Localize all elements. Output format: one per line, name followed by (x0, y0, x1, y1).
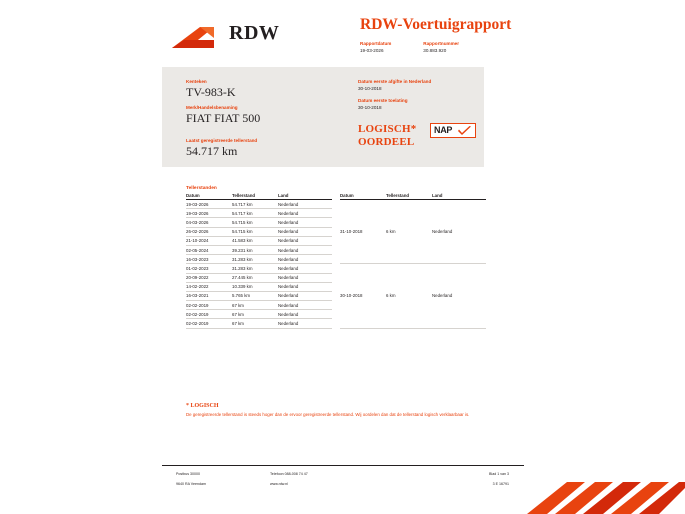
table-cell: 31.283 km (232, 255, 278, 264)
column-header-tellerstand: Tellerstand (232, 193, 278, 200)
column-header-datum: Datum (186, 193, 232, 200)
page-footer (162, 465, 524, 494)
summary-left-column (186, 78, 356, 130)
table-cell: Nederland (278, 310, 332, 319)
table-cell: Nederland (278, 227, 332, 236)
table-cell: 16-03-2021 (186, 291, 232, 300)
table-cell: 02-02-2019 (186, 319, 232, 328)
table-cell: 04-03-2026 (186, 218, 232, 227)
table-cell: Nederland (278, 236, 332, 245)
meta-rapportdatum (360, 40, 422, 54)
table-row (186, 236, 332, 245)
table-cell: 67 km (232, 319, 278, 328)
footer-website[interactable]: www.rdw.nl (270, 482, 288, 486)
table-cell: 10.339 km (232, 282, 278, 291)
table-cell: Nederland (278, 255, 332, 264)
column-header-land: Land (432, 193, 486, 200)
meta-label: Rapportdatum (360, 41, 392, 46)
datum-toelating-label: Datum eerste toelating (358, 98, 408, 103)
table-cell: Nederland (432, 264, 486, 328)
meta-value: 30.883.920 (423, 48, 447, 53)
table-cell: 01-02-2023 (186, 264, 232, 273)
table-cell: 30-10-2018 (340, 264, 386, 328)
datum-afgifte-label: Datum eerste afgifte in Nederland (358, 79, 432, 84)
last-odometer-label: Laatst geregistreerde tellerstand (186, 138, 258, 143)
table-row (340, 264, 486, 328)
table-cell: Nederland (432, 200, 486, 264)
table-row (186, 264, 332, 273)
table-cell: 67 km (232, 301, 278, 310)
table-cell: Nederland (278, 200, 332, 209)
table-cell: Nederland (278, 264, 332, 273)
meta-label: Rapportnummer (423, 41, 460, 46)
rdw-corner-graphic-icon (527, 482, 685, 514)
table-row (186, 310, 332, 319)
table-cell: 5.765 km (232, 291, 278, 300)
merk-block (186, 104, 356, 126)
table-cell: Nederland (278, 301, 332, 310)
table-cell: 02-05-2024 (186, 245, 232, 254)
footer-code: 3 E 16791 (492, 482, 509, 486)
rdw-arrow-logo-icon (170, 25, 222, 51)
table-cell: 54.717 km (232, 209, 278, 218)
table-row (340, 200, 486, 264)
table-cell: 54.715 km (232, 227, 278, 236)
table-cell: 16-03-2023 (186, 255, 232, 264)
table-cell: 21-10-2024 (186, 236, 232, 245)
table-cell: 26-02-2026 (186, 227, 232, 236)
judgement-block (358, 123, 416, 148)
last-odometer-value: 54.717 km (186, 144, 238, 158)
table-cell: 6 km (386, 264, 432, 328)
table-cell: 41.583 km (232, 236, 278, 245)
last-odometer-block (186, 137, 356, 160)
table-row (186, 209, 332, 218)
table-cell: Nederland (278, 319, 332, 328)
table-cell: 14-02-2022 (186, 282, 232, 291)
rdw-logo (162, 18, 332, 54)
table-cell: 31-10-2018 (340, 200, 386, 264)
meta-value: 19-03-2026 (360, 48, 384, 53)
check-icon (457, 126, 472, 136)
section-title: Tellerstanden (186, 186, 217, 191)
table-cell: 02-02-2019 (186, 310, 232, 319)
table-cell: 19-03-2026 (186, 200, 232, 209)
table-cell: 39.231 km (232, 245, 278, 254)
odometer-table-right (340, 193, 486, 329)
datum-afgifte-value: 30-10-2018 (358, 86, 382, 91)
merk-value: FIAT FIAT 500 (186, 111, 261, 125)
table-cell: 27.445 km (232, 273, 278, 282)
merk-label: Merk/Handelsbenaming (186, 105, 238, 110)
logisch-footnote (186, 403, 486, 419)
table-row (186, 291, 332, 300)
page-title: RDW-Voertuigrapport (360, 16, 512, 33)
datum-toelating-value: 30-10-2018 (358, 105, 382, 110)
table-row (186, 255, 332, 264)
footer-page-number: Blad 1 van 3 (489, 472, 509, 476)
report-meta (360, 40, 530, 54)
table-cell: 02-02-2019 (186, 301, 232, 310)
brand-name: RDW (229, 22, 280, 44)
table-cell: 54.717 km (232, 200, 278, 209)
column-header-tellerstand: Tellerstand (386, 193, 432, 200)
meta-rapportnummer (423, 40, 459, 54)
judgement-line2: OORDEEL (358, 135, 415, 148)
footer-phone: Telefoon 088-008 74 47 (270, 472, 308, 476)
datum-toelating-block (358, 97, 478, 112)
kenteken-block (186, 78, 356, 100)
table-cell: 31.283 km (232, 264, 278, 273)
footer-address-line2: 9640 RA Veendam (176, 482, 206, 486)
table-cell: Nederland (278, 273, 332, 282)
report-header (162, 8, 524, 60)
datum-afgifte-block (358, 78, 478, 93)
footer-address-line1: Postbus 30000 (176, 472, 200, 476)
nap-badge (430, 123, 476, 138)
footnote-body: De geregistreerde tellerstand is steeds hoger dan de ervoor geregistreerde tellerstand. Wij oordelen dan dat de tellerstand logisch verklaarbaar is. (186, 412, 470, 417)
odometer-section (186, 186, 496, 329)
table-row (186, 319, 332, 328)
table-cell: Nederland (278, 209, 332, 218)
table-cell: Nederland (278, 291, 332, 300)
table-cell: 19-03-2026 (186, 209, 232, 218)
odometer-table-left (186, 193, 332, 329)
column-header-land: Land (278, 193, 332, 200)
table-row (186, 282, 332, 291)
table-cell: 67 km (232, 310, 278, 319)
nap-label: NAP (434, 125, 453, 135)
table-row (186, 245, 332, 254)
table-cell: Nederland (278, 282, 332, 291)
table-cell: Nederland (278, 245, 332, 254)
table-row (186, 273, 332, 282)
footnote-title: * LOGISCH (186, 403, 219, 409)
kenteken-value: TV-983-K (186, 85, 236, 99)
table-row (186, 200, 332, 209)
table-row (186, 301, 332, 310)
table-cell: 6 km (386, 200, 432, 264)
judgement-line1: LOGISCH* (358, 123, 417, 135)
kenteken-label: Kenteken (186, 79, 207, 84)
summary-right-column (358, 78, 478, 116)
table-cell: Nederland (278, 218, 332, 227)
column-header-datum: Datum (340, 193, 386, 200)
table-row (186, 218, 332, 227)
vehicle-summary-box (162, 67, 484, 167)
table-cell: 54.715 km (232, 218, 278, 227)
table-row (186, 227, 332, 236)
table-cell: 20-09-2022 (186, 273, 232, 282)
